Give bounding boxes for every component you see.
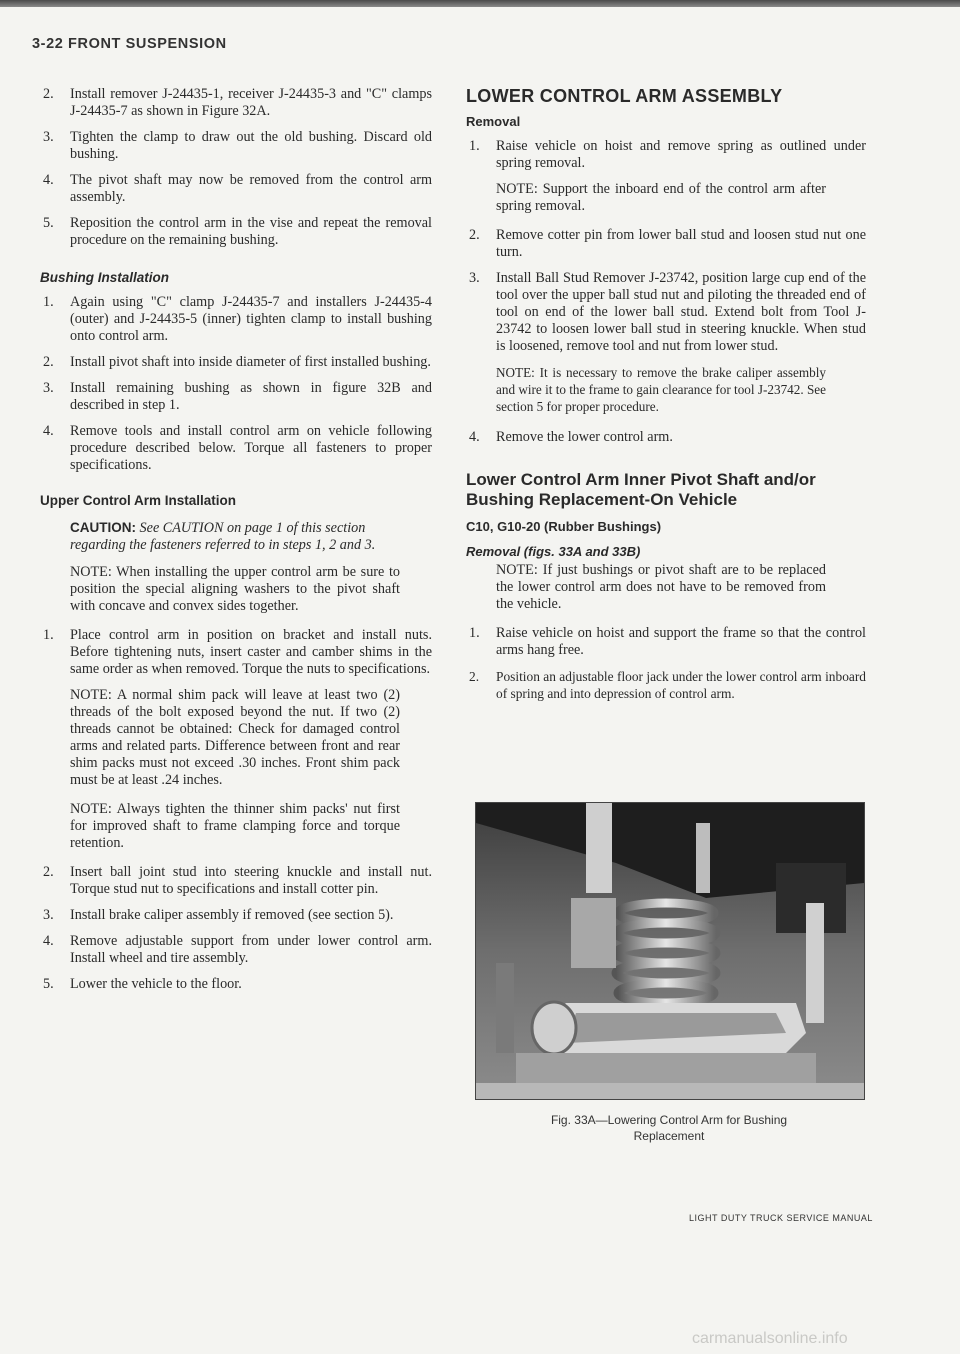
list-item: 3. Install remaining bushing as shown in figure 32B and described in step 1. [43, 380, 432, 413]
list-item: 2. Remove cotter pin from lower ball stud and loosen stud nut one turn. [469, 227, 866, 260]
figure-caption: Fig. 33A—Lowering Control Arm for Bushing Replacement [550, 1113, 788, 1143]
list-item: 5. Lower the vehicle to the floor. [43, 976, 242, 992]
watermark: carmanualsonline.info [692, 1330, 848, 1347]
list-item: 3. Tighten the clamp to draw out the old bushing. Discard old bushing. [43, 129, 432, 162]
note-shim-pack: NOTE: A normal shim pack will leave at least two (2) threads of the bolt exposed beyond the nut. If two (2) threads cannot be obtained: Check for damaged control arms and related parts. Difference between front and rear shim packs must not exceed .30 inches. Front shim pack must be at least .24 inches. [70, 687, 400, 788]
lower-control-arm-heading: LOWER CONTROL ARM ASSEMBLY [466, 86, 783, 106]
note-thinner-shim: NOTE: Always tighten the thinner shim packs' nut first for improved shaft to frame clamping force and torque retention. [70, 801, 400, 851]
list-item: 2. Insert ball joint stud into steering knuckle and install nut. Torque stud nut to specifications and install cotter pin. [43, 864, 432, 897]
page-footer: LIGHT DUTY TRUCK SERVICE MANUAL [689, 1213, 873, 1223]
suspension-photo-image [476, 803, 864, 1099]
list-item: 3. Install Ball Stud Remover J-23742, position large cup end of the tool over the upper ball stud nut and piloting the threaded end of tool on end of the lower ball stud. Extend bolt from Tool J-23742 to loosen lower ball stud in steering knuckle. When stud is loosened, remove tool and nut from lower stud. [469, 270, 866, 354]
list-item: 1. Raise vehicle on hoist and remove spring as outlined under spring removal. [469, 138, 866, 171]
removal-figs-heading: Removal (figs. 33A and 33B) [466, 544, 641, 559]
list-item: 1. Again using "C" clamp J-24435-7 and installers J-24435-4 (outer) and J-24435-5 (inner) tighten clamp to install bushing onto control arm. [43, 294, 432, 344]
list-item: 3. Install brake caliper assembly if removed (see section 5). [43, 907, 394, 923]
note-bushings-pivot: NOTE: If just bushings or pivot shaft are to be replaced the lower control arm does not have to be removed from the vehicle. [496, 562, 826, 612]
top-rule [0, 0, 960, 7]
list-item: 1. Raise vehicle on hoist and support the frame so that the control arms hang free. [469, 625, 866, 658]
removal-heading: Removal [466, 114, 521, 129]
list-item: 2. Position an adjustable floor jack under the lower control arm inboard of spring and into depression of control arm. [469, 669, 866, 701]
list-item: 4. Remove tools and install control arm on vehicle following procedure described below. Torque all fasteners to proper specifications. [43, 423, 432, 473]
removal-steps-continued [40, 86, 432, 249]
note-support-inboard: NOTE: Support the inboard end of the control arm after spring removal. [496, 181, 826, 214]
right-column [466, 86, 866, 711]
list-item: 5. Reposition the control arm in the vise and repeat the removal procedure on the remaining bushing. [43, 215, 432, 248]
caution-text: See CAUTION on page 1 of this section regarding the fasteners referred to in steps 1, 2 and 3. [70, 520, 376, 553]
caution-label: CAUTION: [70, 520, 136, 535]
page-header: 3-22 FRONT SUSPENSION [32, 36, 227, 52]
models-heading: C10, G10-20 (Rubber Bushings) [466, 519, 662, 534]
note-brake-caliper: NOTE: It is necessary to remove the brake caliper assembly and wire it to the frame to gain clearance for tool J-23742. See section 5 for proper procedure. [496, 365, 826, 414]
list-item: 4. Remove the lower control arm. [469, 429, 673, 445]
list-item: 4. The pivot shaft may now be removed from the control arm assembly. [43, 172, 432, 205]
caution-note [70, 519, 400, 554]
list-item: 1. Place control arm in position on bracket and install nuts. Before tightening nuts, insert caster and camber shims in the same order as when removed. Torque the nuts to specifications. [43, 627, 432, 677]
bushing-installation-heading: Bushing Installation [40, 270, 170, 285]
installation-steps [40, 864, 432, 993]
list-item: 2. Install pivot shaft into inside diameter of first installed bushing. [43, 354, 431, 370]
upper-control-arm-installation-heading: Upper Control Arm Installation [40, 493, 237, 508]
left-column [40, 86, 432, 1002]
note-aligning-washers: NOTE: When installing the upper control arm be sure to position the special aligning washers to the pivot shaft with concave and convex sides together. [70, 564, 400, 614]
bushing-installation-steps [40, 294, 432, 474]
control-arm-photo [475, 802, 865, 1100]
list-item: 4. Remove adjustable support from under lower control arm. Install wheel and tire assembly. [43, 933, 432, 966]
list-item: 2. Install remover J-24435-1, receiver J-24435-3 and "C" clamps J-24435-7 as shown in Figure 32A. [43, 86, 432, 119]
pivot-shaft-heading: Lower Control Arm Inner Pivot Shaft and/or Bushing Replacement-On Vehicle [466, 470, 816, 509]
